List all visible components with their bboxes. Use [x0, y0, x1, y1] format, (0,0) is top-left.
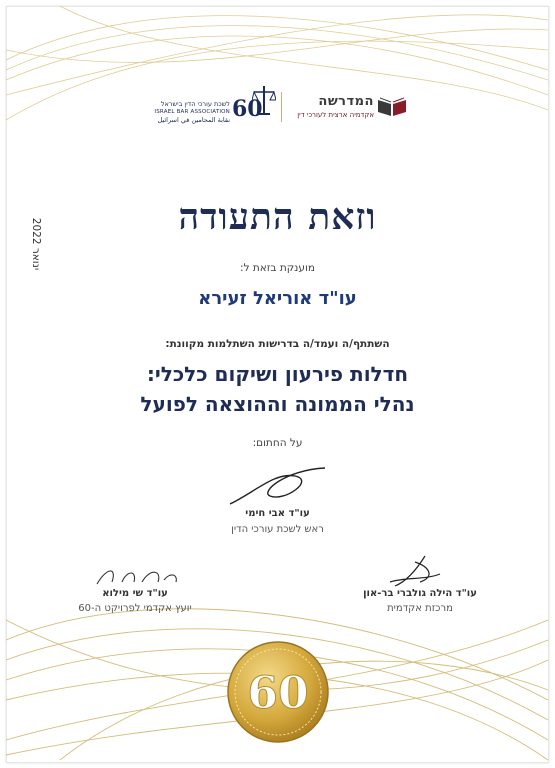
course-title-line1: חדלות פירעון ושיקום כלכלי: — [146, 362, 409, 386]
badge-number: 60 — [247, 668, 309, 719]
course-title-line2: נהלי הממונה וההוצאה לפועל — [140, 392, 415, 416]
signed-label: על החתום: — [252, 437, 303, 449]
bar-logo-number: 60 — [232, 96, 263, 122]
right-signer-role: מרכזת אקדמית — [387, 603, 453, 614]
right-signature-mark — [385, 552, 445, 592]
school-name: המדרשה — [318, 94, 374, 109]
bar-logo-hebrew: לשכת עורכי הדין בישראל — [160, 100, 230, 108]
certificate-date: ינואר 2022 — [30, 217, 42, 271]
bar-logo-arabic: نقابة المحامين في اسرائيل — [157, 116, 230, 124]
anniversary-badge — [226, 640, 330, 744]
logo-divider — [281, 92, 282, 122]
center-signer-role: ראש לשכת עורכי הדין — [231, 524, 324, 535]
scales-of-justice-icon — [252, 84, 276, 118]
open-book-icon — [376, 96, 408, 118]
right-signer-name: עו"ד הילה גולברי בר-און — [363, 588, 477, 599]
left-signer-name: עו"ד שי מילוא — [102, 588, 168, 599]
bar-association-logo-text — [148, 100, 230, 124]
school-subtitle: אקדמיה ארצית לעורכי דין — [297, 111, 374, 119]
header-logos — [148, 84, 408, 130]
left-signer-role: יועץ אקדמי לפרויקט ה-60 — [78, 603, 192, 614]
center-signer-name: עו"ד אבי חימי — [245, 508, 310, 519]
center-signature-mark — [225, 462, 335, 512]
certificate-title: וזאת התעודה — [178, 196, 377, 238]
bar-logo-english: ISRAEL BAR ASSOCIATION — [154, 109, 230, 115]
awarded-to-label: מוענקת בזאת ל: — [240, 262, 315, 274]
recipient-name: עו"ד אוריאל זעירא — [198, 288, 357, 309]
participation-text: השתתף/ה ועמד/ה בדרישות השתלמות מקוונת: — [165, 338, 390, 350]
